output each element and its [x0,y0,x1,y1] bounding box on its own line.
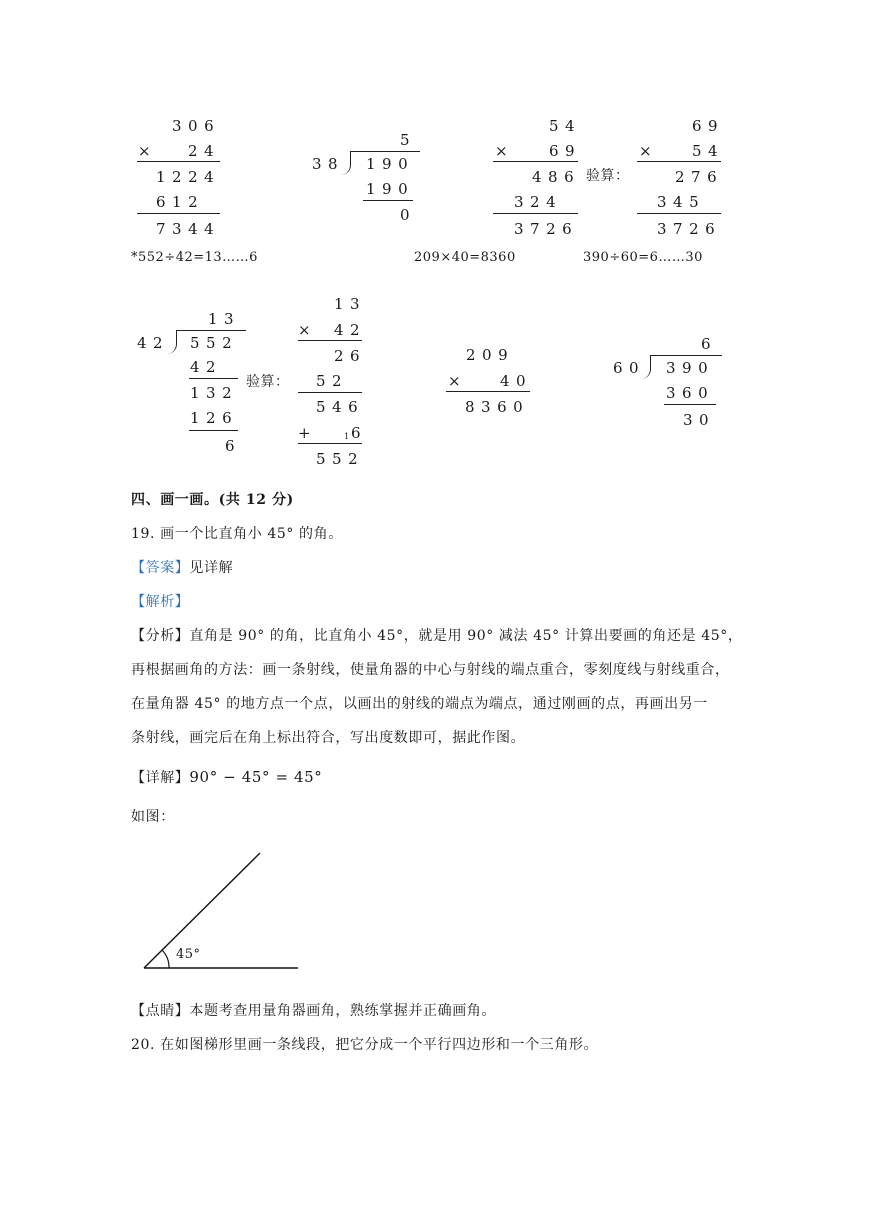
detail-formula: 90° − 45° = 45° [189,768,323,786]
question-19: 19. 画一个比直角小 45° 的角。 [131,526,343,542]
rule [493,213,578,214]
carry-1: 1 [344,432,350,441]
digits-612: 612 [156,193,205,211]
rule [189,430,238,431]
digits-40: 40 [500,372,533,390]
check-label: 验算： [586,168,630,184]
rule [298,392,362,393]
angle-label: 45° [176,947,201,962]
remainder-6: 6 [225,437,242,455]
digits-69: 69 [549,142,582,160]
analysis-line-1: 【分析】直角是 90° 的角，比直角小 45°，就是用 90° 减法 45° 计算出要画的角还是 45°， [131,628,743,644]
step-126: 126 [190,409,239,427]
analysis-line-3: 在量角器 45° 的地方点一个点，以画出的射线的端点为端点，通过刚画的点，再画出另一 [131,696,708,712]
times-sign: × [495,142,515,160]
rule [298,443,362,444]
times-sign: × [298,321,318,339]
digits-552: 552 [316,450,365,468]
analysis-line-2: 再根据画角的方法：画一条射线，使量角器的中心与射线的端点重合，零刻度线与射线重合， [131,662,730,678]
remainder-30: 30 [683,411,716,429]
times-sign: × [138,142,158,160]
division-bar [350,151,420,152]
digits-13: 13 [334,295,367,313]
angle-slanted-ray [144,853,260,968]
equation-552div42: *552÷42=13……6 [131,250,258,265]
digits-209: 209 [466,346,515,364]
divisor-60: 60 [613,359,646,377]
digits-26: 26 [334,347,367,365]
digits-345: 345 [657,193,706,211]
dividend-390: 390 [666,359,715,377]
detail-line [131,767,322,787]
digits-54: 54 [692,142,725,160]
quotient-13: 13 [208,310,241,328]
check-label: 验算： [246,374,290,390]
dividend-552: 552 [190,334,239,352]
times-sign: × [448,372,468,390]
digits-1224: 1224 [156,168,221,186]
dividend-190: 190 [366,155,415,173]
rule [637,213,721,214]
section-heading: 四、画一画。(共 12 分) [131,492,294,508]
times-sign: × [639,142,659,160]
digits-54: 54 [549,117,582,135]
step-360: 360 [666,384,715,402]
digits-24: 24 [188,142,221,160]
rule [189,378,238,379]
answer-text: 见详解 [189,560,234,576]
digits-52: 52 [316,372,349,390]
digits-6: 6 [351,424,368,442]
division-bar [650,355,722,356]
analysis-tag: 【解析】 [131,594,190,610]
comment-line: 【点睛】本题考查用量角器画角，熟练掌握并正确画角。 [131,1003,496,1019]
quotient-5: 5 [400,131,417,149]
plus-sign: + [298,424,318,442]
rule [137,213,220,214]
remainder-0: 0 [400,206,417,224]
rule [363,200,413,201]
digits-276: 276 [675,168,724,186]
digits-42: 42 [334,321,367,339]
step-132: 132 [190,384,239,402]
digits-324: 324 [514,193,563,211]
angle-figure [138,848,303,973]
equation-209x40: 209×40=8360 [414,250,516,265]
divisor-42: 42 [137,334,170,352]
digits-7344: 7344 [156,220,221,238]
divisor-38: 38 [312,155,345,173]
analysis-line-4: 条射线，画完后在角上标出符合，写出度数即可，据此作图。 [131,730,526,746]
digits-306: 306 [172,117,221,135]
rule [298,340,362,341]
question-20: 20. 在如图梯形里画一条线段，把它分成一个平行四边形和一个三角形。 [131,1037,599,1053]
figure-caption: 如图： [131,809,175,825]
equation-390div60: 390÷60=6……30 [583,250,703,265]
step-190: 190 [366,180,415,198]
division-bar [176,330,246,331]
digits-8360: 8360 [465,398,530,416]
digits-3726: 3726 [514,220,579,238]
detail-tag: 【详解】 [131,770,190,786]
rule [446,391,530,392]
quotient-6: 6 [701,335,718,353]
answer-tag: 【答案】 [131,560,190,576]
rule [493,161,578,162]
rule [664,404,716,405]
angle-arc [162,950,169,968]
digits-486: 486 [532,168,581,186]
step-42: 42 [190,358,223,376]
rule [637,161,721,162]
answer-line [131,557,233,577]
rule [137,161,220,162]
digits-69: 69 [692,117,725,135]
digits-546: 546 [316,398,365,416]
digits-3726: 3726 [657,220,722,238]
